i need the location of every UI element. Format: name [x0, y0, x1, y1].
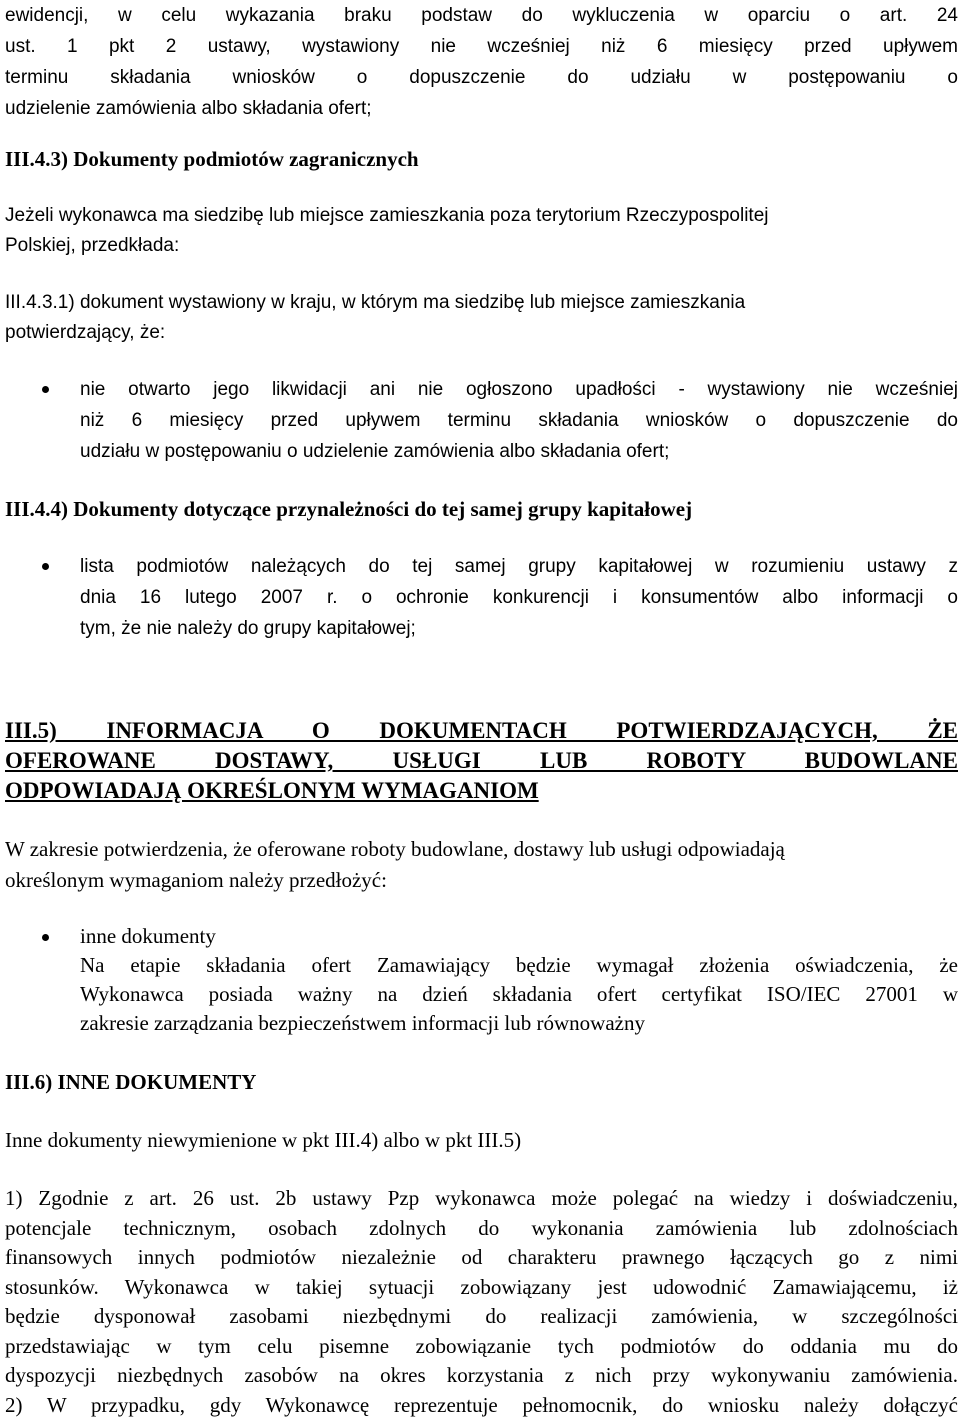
text-line: określonym wymaganiom należy przedłożyć: [5, 865, 958, 896]
text-line: nie otwarto jego likwidacji ani nie ogłoszono upadłości - wystawiony nie wcześniej [80, 374, 958, 405]
other-documents-paragraph: Inne dokumenty niewymienione w pkt III.4) albo w pkt III.5) [5, 1126, 958, 1155]
text-line: 1) Zgodnie z art. 26 ust. 2b ustawy Pzp wykonawca może polegać na wiedzy i doświadczeniu, [5, 1184, 958, 1214]
section-heading-5 [5, 716, 958, 806]
text-line: finansowych innych podmiotów niezależnie od charakteru prawnego łączących go z nimi [5, 1243, 958, 1273]
text-line: 2) W przypadku, gdy Wykonawcę reprezentuje pełnomocnik, do wniosku należy dołączyć [5, 1391, 958, 1420]
list-item-other-documents [0, 922, 958, 1038]
text-line: Wykonawca posiada ważny na dzień składania ofert certyfikat ISO/IEC 27001 w [80, 980, 958, 1009]
bullet-icon [42, 386, 49, 393]
text-line: OFEROWANE DOSTAWY, USŁUGI LUB ROBOTY BUDOWLANE [5, 746, 958, 776]
text-line: inne dokumenty [80, 922, 958, 951]
confirm-paragraph [5, 834, 958, 896]
text-line: niż 6 miesięcy przed upływem terminu składania wniosków o dopuszczenie do [80, 405, 958, 436]
text-line: ODPOWIADAJĄ OKREŚLONYM WYMAGANIOM [5, 776, 958, 806]
text-line: tym, że nie należy do grupy kapitałowej; [80, 613, 958, 644]
final-paragraph [5, 1184, 958, 1420]
text-line: terminu składania wniosków o dopuszczenie do udziału w postępowaniu o [5, 62, 958, 93]
foreign-paragraph [5, 201, 958, 261]
subsection-4-3-1 [5, 288, 958, 348]
text-line: stosunków. Wykonawca w takiej sytuacji zobowiązany jest udowodnić Zamawiającemu, iż [5, 1273, 958, 1303]
text-line: ust. 1 pkt 2 ustawy, wystawiony nie wcześniej niż 6 miesięcy przed upływem [5, 31, 958, 62]
bullet-icon [42, 563, 49, 570]
section-heading-4-3: III.4.3) Dokumenty podmiotów zagranicznych [5, 145, 958, 174]
bullet-icon [42, 934, 49, 941]
text-line: ewidencji, w celu wykazania braku podstaw do wykluczenia w oparciu o art. 24 [5, 0, 958, 31]
text-line: III.5) INFORMACJA O DOKUMENTACH POTWIERDZAJĄCYCH, ŻE [5, 716, 958, 746]
text-line: Polskiej, przedkłada: [5, 231, 958, 261]
text-line: lista podmiotów należących do tej samej grupy kapitałowej w rozumieniu ustawy z [80, 551, 958, 582]
text-line: dnia 16 lutego 2007 r. o ochronie konkurencji i konsumentów albo informacji o [80, 582, 958, 613]
text-line: III.4.3.1) dokument wystawiony w kraju, w którym ma siedzibę lub miejsce zamieszkania [5, 288, 958, 318]
section-heading-6: III.6) INNE DOKUMENTY [5, 1068, 958, 1097]
text-line: zakresie zarządzania bezpieczeństwem informacji lub równoważny [80, 1009, 958, 1038]
text-line: Na etapie składania ofert Zamawiający będzie wymagał złożenia oświadczenia, że [80, 951, 958, 980]
text-line: będzie dysponował zasobami niezbędnymi do realizacji zamówienia, w szczególności [5, 1302, 958, 1332]
intro-paragraph [5, 0, 958, 124]
text-line: dyspozycji niezbędnych zasobów na okres korzystania z nich przy wykonywaniu zamówienia. [5, 1361, 958, 1391]
text-line: udzielenie zamówienia albo składania ofert; [5, 93, 958, 124]
text-line: przedstawiając w tym celu pisemne zobowiązanie tych podmiotów do oddania mu do [5, 1332, 958, 1362]
text-line: Jeżeli wykonawca ma siedzibę lub miejsce zamieszkania poza terytorium Rzeczypospolitej [5, 201, 958, 231]
list-item-liquidation [0, 374, 958, 467]
text-line: W zakresie potwierdzenia, że oferowane roboty budowlane, dostawy lub usługi odpowiadają [5, 834, 958, 865]
text-line: udziału w postępowaniu o udzielenie zamówienia albo składania ofert; [80, 436, 958, 467]
section-heading-4-4: III.4.4) Dokumenty dotyczące przynależności do tej samej grupy kapitałowej [5, 495, 958, 524]
text-line: potencjale technicznym, osobach zdolnych do wykonania zamówienia lub zdolnościach [5, 1214, 958, 1244]
list-item-capital-group [0, 551, 958, 644]
text-line: potwierdzający, że: [5, 318, 958, 348]
